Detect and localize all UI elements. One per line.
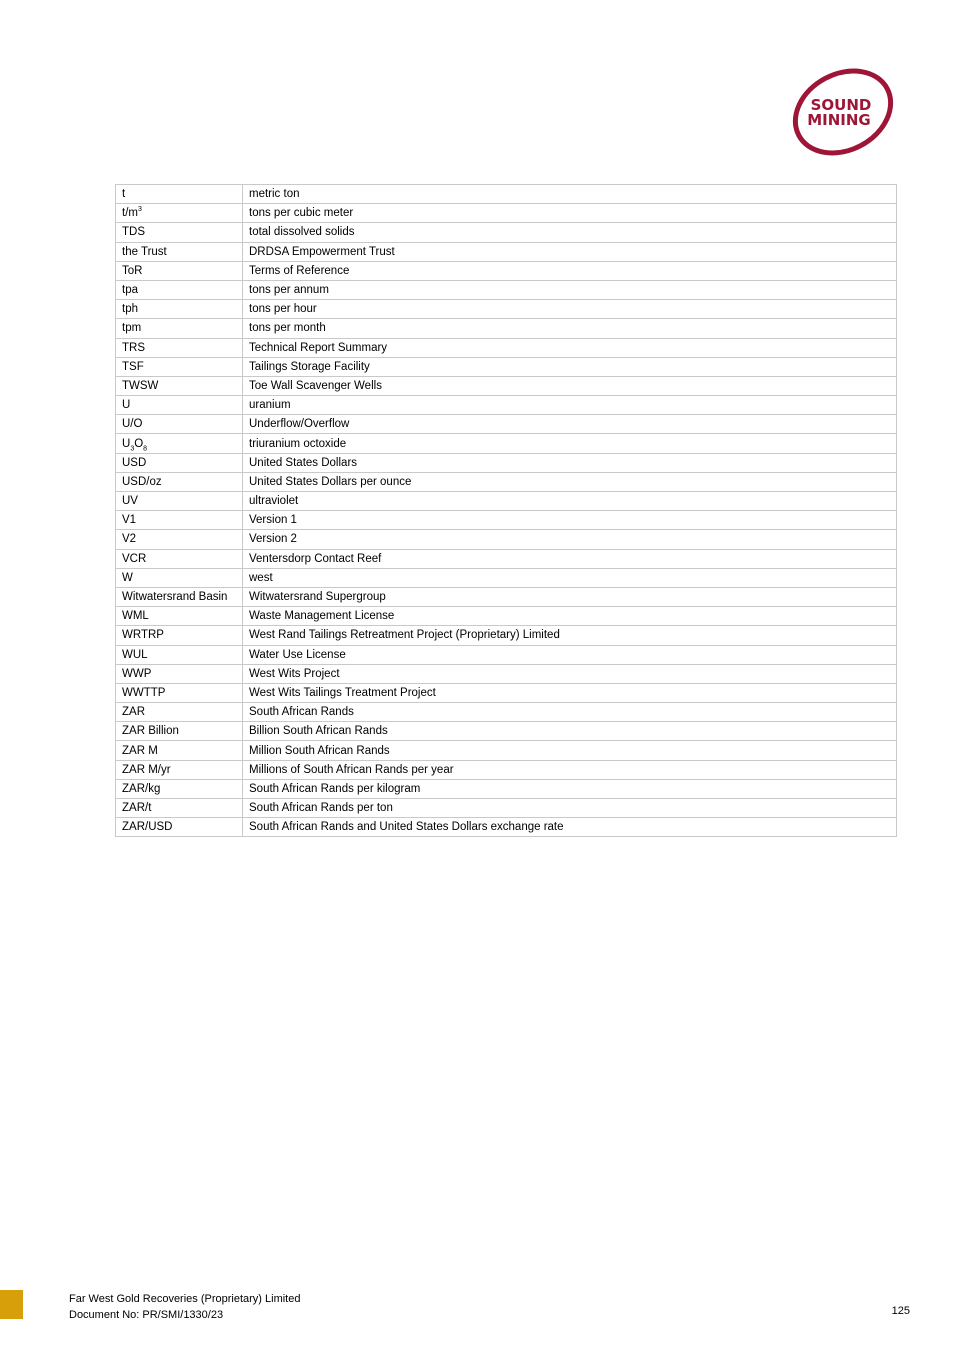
definition-cell: uranium [243, 396, 897, 415]
table-row [116, 415, 897, 434]
abbreviation-cell: U [116, 396, 243, 415]
table-row [116, 338, 897, 357]
definition-cell: Million South African Rands [243, 741, 897, 760]
table-row [116, 319, 897, 338]
definition-cell: total dissolved solids [243, 223, 897, 242]
table-row [116, 492, 897, 511]
table-row [116, 185, 897, 204]
table-row [116, 511, 897, 530]
page-number: 125 [891, 1305, 910, 1317]
table-row [116, 242, 897, 261]
table-row [116, 261, 897, 280]
abbreviation-cell: ZAR/kg [116, 779, 243, 798]
definition-cell: Technical Report Summary [243, 338, 897, 357]
table-row [116, 664, 897, 683]
abbreviation-cell: ZAR Billion [116, 722, 243, 741]
abbreviation-cell: ZAR M/yr [116, 760, 243, 779]
table-row [116, 626, 897, 645]
definition-cell: West Wits Tailings Treatment Project [243, 683, 897, 702]
table-row [116, 683, 897, 702]
abbreviation-cell: $t/m^3$ [116, 204, 243, 223]
abbreviation-cell: the Trust [116, 242, 243, 261]
definition-cell: triuranium octoxide [243, 434, 897, 453]
logo-line1: SOUND [810, 96, 872, 114]
table-row [116, 472, 897, 491]
table-row [116, 204, 897, 223]
definition-cell: United States Dollars per ounce [243, 472, 897, 491]
definition-cell: tons per cubic meter [243, 204, 897, 223]
abbreviation-cell: TDS [116, 223, 243, 242]
abbreviation-cell: V1 [116, 511, 243, 530]
definition-cell: Waste Management License [243, 607, 897, 626]
table-row [116, 722, 897, 741]
definition-cell: South African Rands per kilogram [243, 779, 897, 798]
abbreviation-cell: Witwatersrand Basin [116, 587, 243, 606]
definition-cell: South African Rands [243, 703, 897, 722]
abbreviation-cell: ToR [116, 261, 243, 280]
footer-text [69, 1291, 300, 1323]
abbreviation-cell: USD/oz [116, 472, 243, 491]
definition-cell: Millions of South African Rands per year [243, 760, 897, 779]
definition-cell: Ventersdorp Contact Reef [243, 549, 897, 568]
table-row [116, 357, 897, 376]
table-row [116, 549, 897, 568]
definition-cell: Terms of Reference [243, 261, 897, 280]
abbreviation-cell: ZAR [116, 703, 243, 722]
definition-cell: Billion South African Rands [243, 722, 897, 741]
table-row [116, 645, 897, 664]
definition-cell: United States Dollars [243, 453, 897, 472]
definition-cell: metric ton [243, 185, 897, 204]
abbreviation-cell: tpa [116, 280, 243, 299]
definition-cell: Tailings Storage Facility [243, 357, 897, 376]
table-row [116, 223, 897, 242]
definition-cell: Version 1 [243, 511, 897, 530]
logo-line2: MINING [807, 111, 871, 129]
abbreviation-cell: U/O [116, 415, 243, 434]
definition-cell: tons per month [243, 319, 897, 338]
definition-cell: West Rand Tailings Retreatment Project (Proprietary) Limited [243, 626, 897, 645]
definition-cell: Underflow/Overflow [243, 415, 897, 434]
table-row [116, 453, 897, 472]
table-row [116, 799, 897, 818]
abbreviation-cell: TWSW [116, 376, 243, 395]
definition-cell: South African Rands per ton [243, 799, 897, 818]
abbreviation-cell: WML [116, 607, 243, 626]
abbreviation-cell: tpm [116, 319, 243, 338]
table-row [116, 300, 897, 319]
table-row [116, 607, 897, 626]
definition-cell: west [243, 568, 897, 587]
table-row [116, 376, 897, 395]
abbreviation-cell: UV [116, 492, 243, 511]
definition-cell: Toe Wall Scavenger Wells [243, 376, 897, 395]
footer-company: Far West Gold Recoveries (Proprietary) Limited [69, 1293, 301, 1305]
abbreviation-cell: ZAR/t [116, 799, 243, 818]
abbreviation-cell: tph [116, 300, 243, 319]
table-row [116, 818, 897, 837]
abbreviation-cell: WWTTP [116, 683, 243, 702]
abbreviation-cell: WRTRP [116, 626, 243, 645]
abbreviation-cell: ZAR M [116, 741, 243, 760]
table-row [116, 703, 897, 722]
table-row [116, 434, 897, 453]
table-row [116, 568, 897, 587]
abbreviations-table [115, 184, 897, 837]
table-row [116, 587, 897, 606]
abbreviation-cell: V2 [116, 530, 243, 549]
abbreviation-cell: $U_3O_8$ [116, 434, 243, 453]
definition-cell: Water Use License [243, 645, 897, 664]
abbreviation-cell: WWP [116, 664, 243, 683]
abbreviation-cell: TSF [116, 357, 243, 376]
abbreviation-cell: WUL [116, 645, 243, 664]
definition-cell: West Wits Project [243, 664, 897, 683]
definition-cell: tons per hour [243, 300, 897, 319]
abbreviation-cell: W [116, 568, 243, 587]
definition-cell: DRDSA Empowerment Trust [243, 242, 897, 261]
definition-cell: South African Rands and United States Dollars exchange rate [243, 818, 897, 837]
table-row [116, 760, 897, 779]
table-row [116, 779, 897, 798]
sound-mining-logo [786, 66, 900, 158]
table-row [116, 530, 897, 549]
abbreviation-cell: ZAR/USD [116, 818, 243, 837]
table-row [116, 741, 897, 760]
footer-document-number: Document No: PR/SMI/1330/23 [69, 1309, 224, 1321]
table-row [116, 396, 897, 415]
table-row [116, 280, 897, 299]
definition-cell: tons per annum [243, 280, 897, 299]
definition-cell: Version 2 [243, 530, 897, 549]
definition-cell: ultraviolet [243, 492, 897, 511]
abbreviation-cell: USD [116, 453, 243, 472]
abbreviation-cell: t [116, 185, 243, 204]
definition-cell: Witwatersrand Supergroup [243, 587, 897, 606]
footer-accent-mark [0, 1290, 23, 1319]
abbreviation-cell: VCR [116, 549, 243, 568]
abbreviation-cell: TRS [116, 338, 243, 357]
